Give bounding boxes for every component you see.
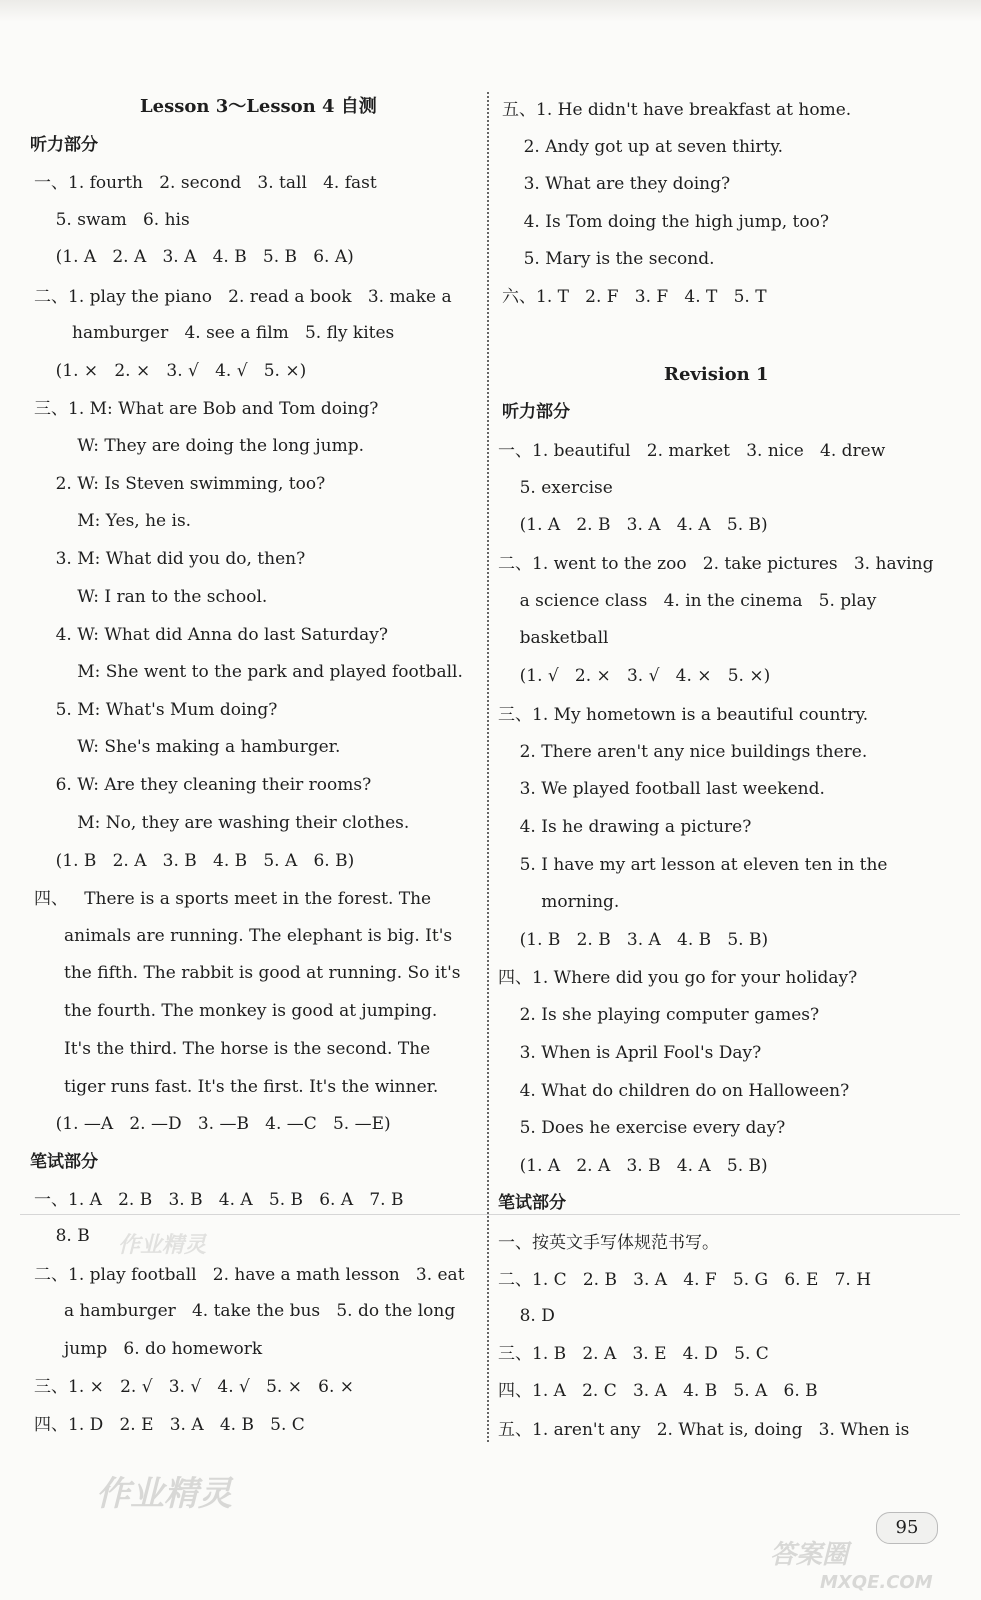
answer-line: a science class 4. in the cinema 5. play (498, 591, 877, 611)
answer-line: (1. B 2. A 3. B 4. B 5. A 6. B) (34, 851, 355, 871)
answer-line: 2. W: Is Steven swimming, too? (34, 474, 326, 494)
left-title: Lesson 3～Lesson 4 自测 (140, 96, 377, 117)
written-heading: 笔试部分 (30, 1152, 98, 1172)
answer-line: a hamburger 4. take the bus 5. do the long (64, 1301, 456, 1321)
answer-line: 5. exercise (498, 478, 613, 498)
watermark-text: 作业精灵 (118, 1233, 207, 1258)
answer-line: 6. W: Are they cleaning their rooms? (34, 775, 372, 795)
answer-line: (1. —A 2. —D 3. —B 4. —C 5. —E) (34, 1114, 391, 1134)
answer-line: 六、1. T 2. F 3. F 4. T 5. T (502, 287, 767, 307)
answer-line: (1. A 2. A 3. A 4. B 5. B 6. A) (34, 247, 354, 267)
answer-line: 4. What do children do on Halloween? (498, 1081, 850, 1101)
answer-line: 4. Is Tom doing the high jump, too? (502, 212, 829, 232)
answer-line: (1. √ 2. × 3. √ 4. × 5. ×) (498, 666, 771, 686)
answer-line: 四、1. A 2. C 3. A 4. B 5. A 6. B (498, 1381, 818, 1401)
passage-line: tiger runs fast. It's the first. It's the winner. (64, 1077, 439, 1097)
column-divider (487, 92, 489, 1442)
written-heading: 笔试部分 (498, 1193, 566, 1213)
answer-line: 三、1. B 2. A 3. E 4. D 5. C (498, 1344, 769, 1364)
listening-heading: 听力部分 (30, 135, 98, 155)
answer-line: M: Yes, he is. (34, 511, 192, 531)
right-title: Revision 1 (664, 364, 769, 385)
answer-line: 二、1. play the piano 2. read a book 3. make a (34, 287, 452, 307)
answer-line: 3. What are they doing? (502, 174, 731, 194)
answer-line: 5. Mary is the second. (502, 249, 715, 269)
answer-line: M: She went to the park and played football. (34, 662, 463, 682)
answer-line: 三、1. × 2. √ 3. √ 4. √ 5. × 6. × (34, 1377, 355, 1397)
answer-line: 3. We played football last weekend. (498, 779, 825, 799)
passage-line: the fourth. The monkey is good at jumping. (64, 1001, 438, 1021)
answer-line: 2. Andy got up at seven thirty. (502, 137, 784, 157)
answer-line: 2. Is she playing computer games? (498, 1005, 820, 1025)
answer-line: 二、1. C 2. B 3. A 4. F 5. G 6. E 7. H (498, 1270, 872, 1290)
passage-line: the fifth. The rabbit is good at running. So it's (64, 963, 461, 983)
answer-line: 一、1. beautiful 2. market 3. nice 4. drew (498, 441, 886, 461)
watermark-logo: 答案圈 (770, 1540, 849, 1570)
passage-line: It's the third. The horse is the second. The (64, 1039, 431, 1059)
watermark-text: 作业精灵 (96, 1474, 232, 1514)
answer-line: morning. (498, 892, 620, 912)
answer-line: (1. × 2. × 3. √ 4. √ 5. ×) (34, 361, 307, 381)
answer-line: 一、1. fourth 2. second 3. tall 4. fast (34, 173, 377, 193)
answer-line: basketball (498, 628, 609, 648)
answer-line: jump 6. do homework (64, 1339, 263, 1359)
answer-line: 4. W: What did Anna do last Saturday? (34, 625, 388, 645)
answer-line: 三、1. M: What are Bob and Tom doing? (34, 399, 379, 419)
page-number: 95 (876, 1512, 938, 1544)
answer-line: hamburger 4. see a film 5. fly kites (72, 323, 395, 343)
answer-line: W: I ran to the school. (34, 587, 268, 607)
answer-line: 3. When is April Fool's Day? (498, 1043, 762, 1063)
answer-line: 四、1. D 2. E 3. A 4. B 5. C (34, 1415, 305, 1435)
answer-line: 5. I have my art lesson at eleven ten in the (498, 855, 888, 875)
answer-line: 二、1. went to the zoo 2. take pictures 3. having (498, 554, 934, 574)
answer-line: 4. Is he drawing a picture? (498, 817, 752, 837)
answer-line: 5. M: What's Mum doing? (34, 700, 278, 720)
answer-line: 5. swam 6. his (34, 210, 190, 230)
answer-line: 5. Does he exercise every day? (498, 1118, 786, 1138)
answer-line: 五、1. He didn't have breakfast at home. (502, 100, 852, 120)
answer-line: 2. There aren't any nice buildings there. (498, 742, 868, 762)
watermark-url: MXQE.COM (820, 1572, 933, 1593)
answer-line: 一、1. A 2. B 3. B 4. A 5. B 6. A 7. B (34, 1190, 404, 1210)
answer-line: (1. A 2. B 3. A 4. A 5. B) (498, 515, 768, 535)
answer-line: 三、1. My hometown is a beautiful country. (498, 705, 869, 725)
top-edge-shadow (0, 0, 981, 22)
fold-line (20, 1214, 960, 1215)
answer-line: W: They are doing the long jump. (34, 436, 365, 456)
answer-line: 二、1. play football 2. have a math lesson 3. eat (34, 1265, 465, 1285)
passage-line: animals are running. The elephant is big. It's (64, 926, 453, 946)
listening-heading: 听力部分 (502, 402, 570, 422)
answer-line: M: No, they are washing their clothes. (34, 813, 410, 833)
passage-line: 四、 There is a sports meet in the forest. The (34, 889, 432, 909)
answer-line: 3. M: What did you do, then? (34, 549, 306, 569)
answer-line: 8. B (34, 1226, 90, 1246)
answer-line: 五、1. aren't any 2. What is, doing 3. When is (498, 1420, 910, 1440)
answer-line: 一、按英文手写体规范书写。 (498, 1233, 719, 1253)
answer-line: W: She's making a hamburger. (34, 737, 341, 757)
answer-line: (1. B 2. B 3. A 4. B 5. B) (498, 930, 769, 950)
answer-line: 8. D (498, 1306, 555, 1326)
answer-line: (1. A 2. A 3. B 4. A 5. B) (498, 1156, 768, 1176)
answer-line: 四、1. Where did you go for your holiday? (498, 968, 858, 988)
